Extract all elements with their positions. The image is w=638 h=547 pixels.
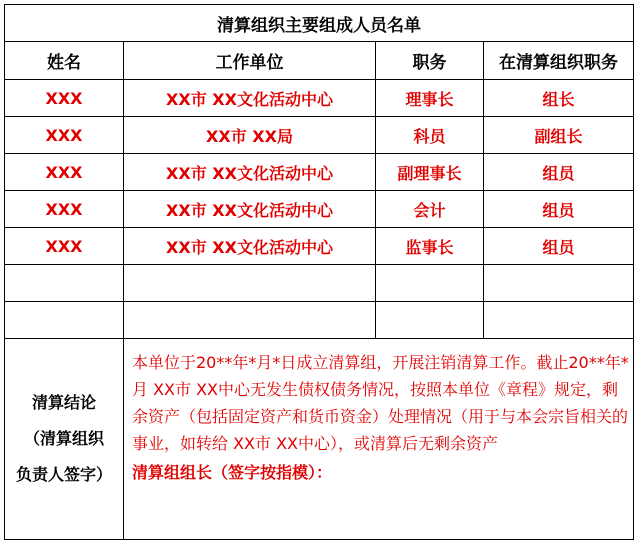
cell-name: XXX [5, 117, 124, 154]
header-name: 姓名 [5, 42, 124, 80]
cell-liquidation-role: 组员 [484, 154, 634, 191]
cell-work-unit: XX市 XX文化活动中心 [124, 154, 376, 191]
conclusion-label-line: 清算结论 [31, 393, 96, 412]
conclusion-row [5, 339, 634, 540]
conclusion-label [5, 339, 124, 540]
table-row [5, 80, 634, 117]
cell-name: XXX [5, 191, 124, 228]
cell-liquidation-role: 副组长 [484, 117, 634, 154]
cell-liquidation-role: 组员 [484, 228, 634, 265]
conclusion-content [124, 339, 634, 540]
cell-name: XXX [5, 154, 124, 191]
cell-work-unit: XX市 XX文化活动中心 [124, 80, 376, 117]
cell-name: XXX [5, 80, 124, 117]
table-row [5, 154, 634, 191]
table-row [5, 191, 634, 228]
empty-row [5, 302, 634, 339]
empty-cell [124, 302, 376, 339]
cell-name: XXX [5, 228, 124, 265]
cell-position: 科员 [376, 117, 484, 154]
empty-cell [484, 265, 634, 302]
header-work-unit: 工作单位 [124, 42, 376, 80]
table-row [5, 228, 634, 265]
empty-cell [376, 265, 484, 302]
header-position: 职务 [376, 42, 484, 80]
empty-cell [376, 302, 484, 339]
cell-work-unit: XX市 XX文化活动中心 [124, 191, 376, 228]
empty-cell [5, 302, 124, 339]
conclusion-text: 本单位于20**年*月*日成立清算组，开展注销清算工作。截止20**年*月 XX市 XX中心无发生债权债务情况，按照本单位《章程》规定，剩余资产（包括固定资产和货币资金）处理情况（用于与本会宗旨相关的事业，如转给 XX市 XX中心），或清算后无剩余资产 [132, 353, 629, 453]
cell-position: 副理事长 [376, 154, 484, 191]
cell-position: 理事长 [376, 80, 484, 117]
cell-position: 会计 [376, 191, 484, 228]
empty-cell [5, 265, 124, 302]
conclusion-label-line: （清算组织 [23, 429, 104, 448]
empty-cell [484, 302, 634, 339]
empty-row [5, 265, 634, 302]
cell-liquidation-role: 组长 [484, 80, 634, 117]
liquidation-members-table [4, 4, 634, 540]
header-row [5, 42, 634, 80]
cell-work-unit: XX市 XX文化活动中心 [124, 228, 376, 265]
conclusion-label-line: 负责人签字） [15, 465, 112, 484]
table-title: 清算组织主要组成人员名单 [5, 5, 634, 42]
cell-position: 监事长 [376, 228, 484, 265]
cell-liquidation-role: 组员 [484, 191, 634, 228]
header-liquidation-role: 在清算组织职务 [484, 42, 634, 80]
empty-cell [124, 265, 376, 302]
cell-work-unit: XX市 XX局 [124, 117, 376, 154]
table-row [5, 117, 634, 154]
leader-signature-label: 清算组组长（签字按指模）： [132, 463, 333, 482]
